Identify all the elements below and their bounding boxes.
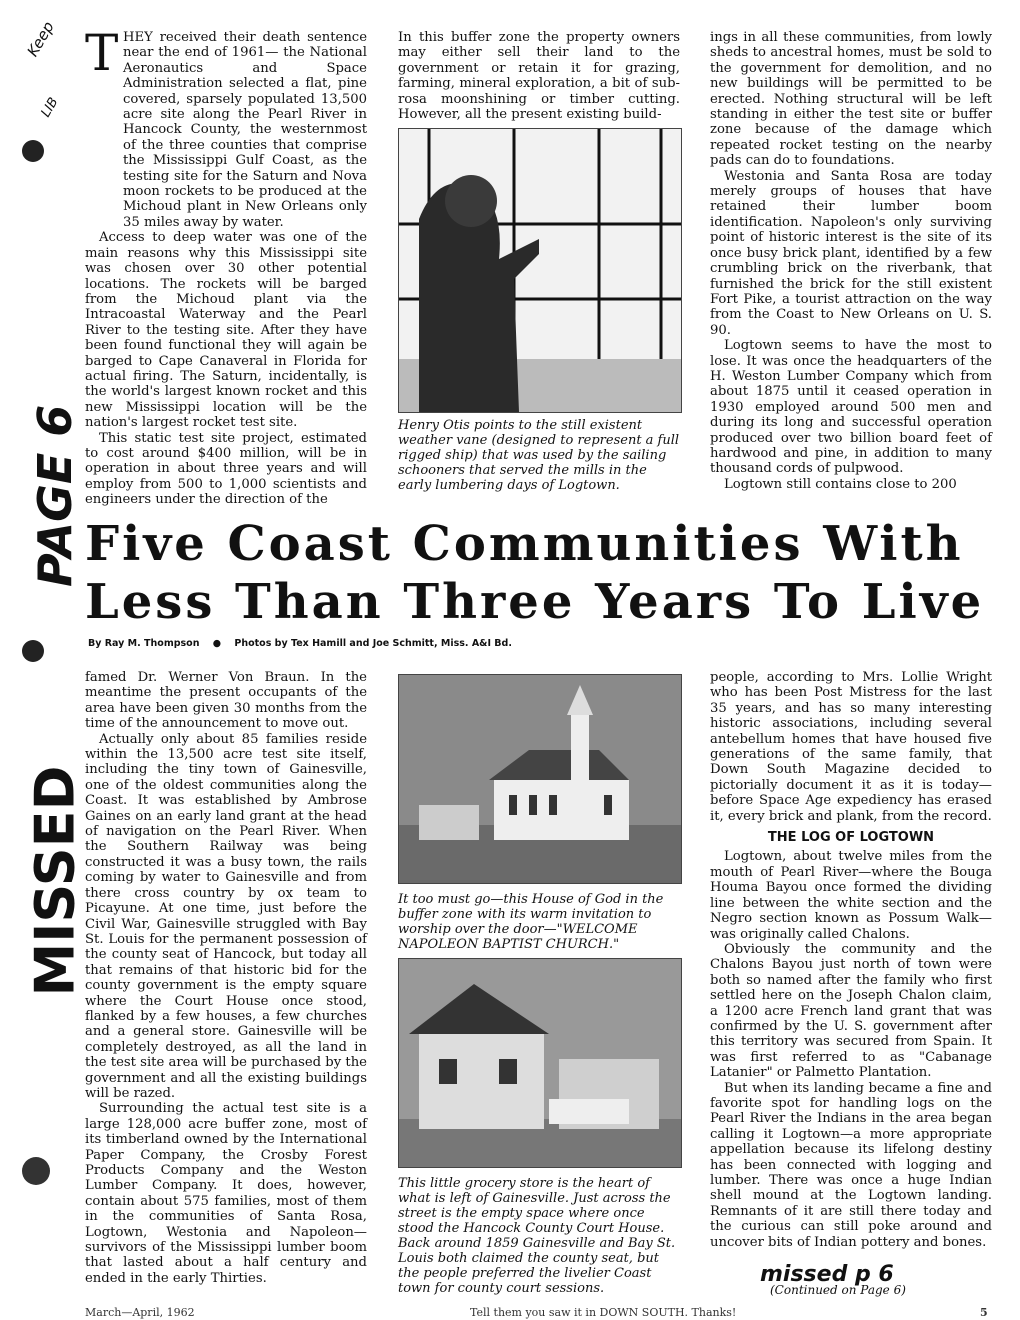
photo-weather-vane xyxy=(398,128,682,413)
paragraph: Access to deep water was one of the main reasons why this Mississippi site was chosen over 30 other potential locations. The rockets will be barged from the Michoud plant via the Intracoastal Waterway and the Pearl River to the testing site. After they have been found functional they will again be barged to Cape Canaveral in Florida for actual firing. The Saturn, incidentally, is the world's largest known rocket and this new Mississippi location will be the nation's largest rocket test site. xyxy=(85,230,367,431)
photo-church xyxy=(398,674,682,884)
paragraph: HEY received their death sentence near the end of 1961— the National Aeronautics and Space Administration selected a flat, pine covered, sparsely populated 13,500 acre site along the Pearl River in Hancock County, the westernmost of the three counties that comprise the Mississippi Gulf Coast, as the testing site for the Saturn and Nova moon rockets to be produced at the Michoud plant in New Orleans only 35 miles away by water. xyxy=(123,30,367,230)
issue-date: March—April, 1962 xyxy=(85,1306,195,1319)
headline-line-1: Five Coast Communities With xyxy=(85,516,964,572)
paragraph: This static test site project, estimated to cost around $400 million, will be in operation in about three years and will employ from 500 to 1,000 scientists and engineers under the direction of the xyxy=(85,430,367,508)
byline xyxy=(88,638,512,649)
handwritten-note-keep: Keep xyxy=(23,18,58,60)
article-col-bottom-1 xyxy=(85,670,367,1286)
paragraph: Obviously the community and the Chalons Bayou just north of town were both so named after the family who first settled here on the Joseph Chalon claim, a 1200 acre French land grant that was confirmed by the U. S. government after this territory was secured from Spain. It was first referred to as "Cabanage Latanier" or Palmetto Plantation. xyxy=(710,941,992,1081)
paragraph: Westonia and Santa Rosa are today merely groups of houses that have retained their lumber boom identification. Napoleon's only surviving point of historic interest is the site of its once busy brick plant, identified by a few crumbling brick on the riverbank, that furnished the brick for the still existent Fort Pike, a tourist attraction on the way from the Coast to New Orleans on U. S. 90. xyxy=(710,168,992,338)
headline-line-2: Less Than Three Years To Live xyxy=(85,574,985,630)
church-photo-icon xyxy=(399,675,681,883)
handwritten-page6: PAGE 6 xyxy=(28,404,82,587)
handwritten-missed: MISSED xyxy=(23,765,87,997)
article-col-top-1 xyxy=(85,24,367,508)
article-col-bottom-3 xyxy=(710,670,992,1250)
handwritten-note-lib: LIB xyxy=(38,95,62,120)
binder-hole-icon xyxy=(22,140,44,162)
paragraph: Logtown, about twelve miles from the mouth of Pearl River—where the Bouga Houma Bayou once formed the dividing line between the white section and the Negro section known as Possum Walk—was originally called Chalons. xyxy=(710,849,992,942)
byline-author: By Ray M. Thompson xyxy=(88,638,200,649)
binder-hole-icon xyxy=(22,1157,50,1185)
paragraph: But when its landing became a fine and favorite spot for handling logs on the Pearl River the Indians in the area began calling it Logtown—a more appropriate appellation because its lifelong destiny has been connected with logging and lumber. There was once a huge Indian shell mound at the Logtown landing. Remnants of it are still there today and the curious can still poke around and uncover bits of Indian pottery and bones. xyxy=(710,1080,992,1250)
paragraph: ings in all these communities, from lowly sheds to ancestral homes, must be sold to the government for demolition, and no new buildings will be permitted to be erected. Nothing structural will be left standing in either the test site or buffer zone because of the damage which repeated rocket testing on the nearby pads can do to foundations. xyxy=(710,30,992,169)
paragraph: Logtown seems to have the most to lose. It was once the headquarters of the H. Weston Lumber Company which from about 1875 until it ceased operation in 1930 employed around 500 men and during its long and successful operation produced over two billion board feet of hardwood and pine, in addition to many thousand cords of pulpwood. xyxy=(710,338,992,477)
photo-grocery-store xyxy=(398,958,682,1168)
article-col-top-2 xyxy=(398,30,680,122)
paragraph: people, according to Mrs. Lollie Wright who has been Post Mistress for the last 35 years, and has so many interesting historic associations, including several antebellum homes that have housed five generations of the same family, that Down South Magazine decided to pictorially document it as it is today—before Space Age expediency has erased it, every brick and plank, from the record. xyxy=(710,670,992,824)
paragraph: famed Dr. Werner Von Braun. In the meantime the present occupants of the area have been given 30 months from the time of the announcement to move out. xyxy=(85,670,367,732)
paragraph: Logtown still contains close to 200 xyxy=(724,476,957,492)
bullet-dot-icon: ● xyxy=(212,638,222,649)
weather-vane-photo-icon xyxy=(399,129,681,412)
store-photo-icon xyxy=(399,959,681,1167)
paragraph: Actually only about 85 families reside within the 13,500 acre test site itself, including the tiny town of Gainesville, one of the oldest communities along the Coast. It was established by Ambrose Gaines on an early land grant at the head of navigation on the Pearl River. When the Southern Railway was being constructed it was a busy town, the rails coming by water to Gainesville and from there cross country by ox team to Picayune. At one time, just before the Civil War, Gainesville struggled with Bay St. Louis for the permanent possession of the county seat of Hancock, but today all that remains of that historic bid for the county government is the empty square where the Court House once stood, flanked by a few houses, a few churches and a general store. Gainesville will be completely destroyed, as all the land in the test site area will be purchased by the government and all the existing buildings will be razed. xyxy=(85,731,367,1101)
photo-credit: Photos by Tex Hamill and Joe Schmitt, Miss. A&I Bd. xyxy=(234,638,512,649)
paragraph: In this buffer zone the property owners may either sell their land to the government or retain it for grazing, farming, mineral exploration, a bit of sub-rosa moonshining or timber cutting. However, all the present existing build- xyxy=(398,30,680,123)
caption-weather-vane: Henry Otis points to the still existent weather vane (designed to represent a full rigged ship) that was used by the sailing schooners that served the mills in the early lumbering days of Logtown. xyxy=(398,418,680,493)
paragraph: Surrounding the actual test site is a large 128,000 acre buffer zone, most of its timberland owned by the International Paper Company, the Crosby Forest Products Company and the Weston Lumber Company. It does, however, contain about 575 families, most of them in the communities of Santa Rosa, Logtown, Westonia and Napoleon—survivors of the Mississippi lumber boom that lasted about a half century and ended in the early Thirties. xyxy=(85,1101,367,1286)
binder-hole-icon xyxy=(22,640,44,662)
page-number: 5 xyxy=(980,1306,988,1319)
continued-note: (Continued on Page 6) xyxy=(770,1283,906,1297)
caption-church: It too must go—this House of God in the buffer zone with its warm invitation to worship over the door—"WELCOME NAPOLEON BAPTIST CHURCH." xyxy=(398,892,664,952)
handwritten-missed-p6: missed p 6 xyxy=(760,1262,894,1287)
article-col-top-3 xyxy=(710,30,992,492)
drop-cap: T xyxy=(85,24,119,82)
caption-grocery-store: This little grocery store is the heart of what is left of Gainesville. Just across the street is the empty space where once stood the Hancock County Court House. Back around 1859 Gainesville and Bay St. Louis both claimed the county seat, but the people preferred the livelier Coast town for county court sessions. xyxy=(398,1176,676,1296)
subhead: THE LOG OF LOGTOWN xyxy=(767,830,935,846)
footer-tagline: Tell them you saw it in DOWN SOUTH. Thanks! xyxy=(470,1306,737,1319)
